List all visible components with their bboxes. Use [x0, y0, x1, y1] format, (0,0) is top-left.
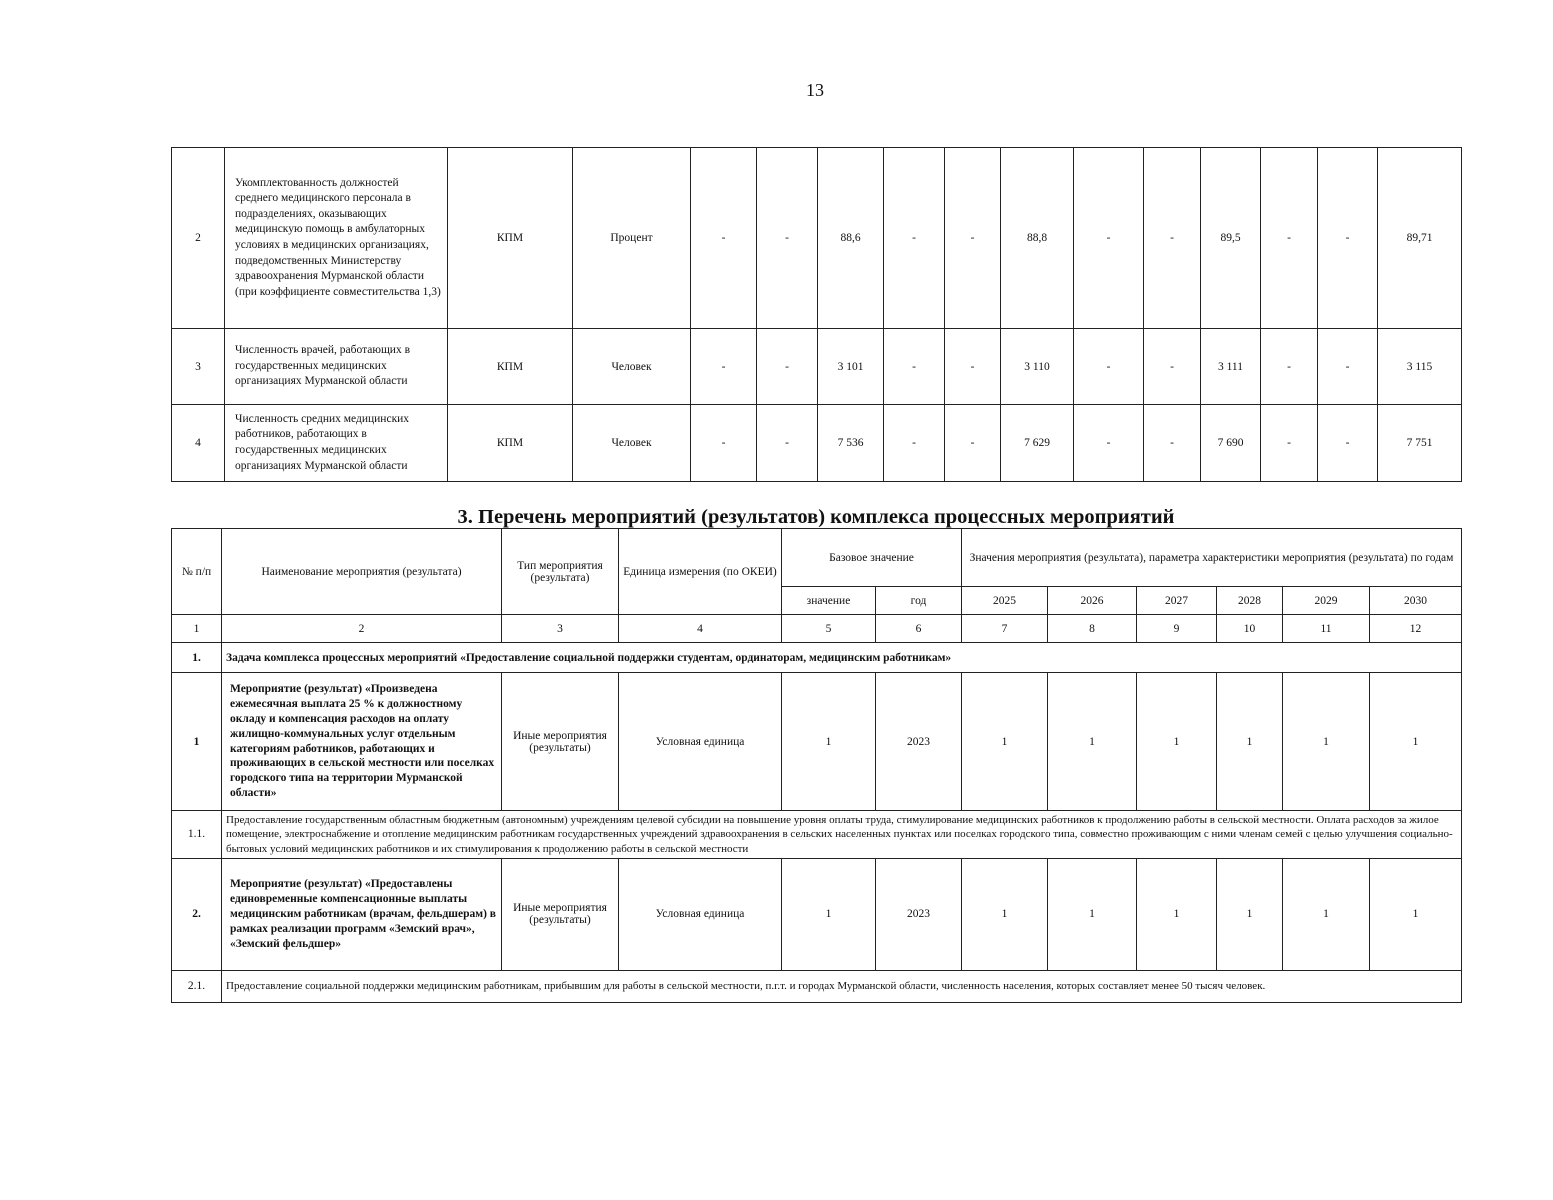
indicator-value: -	[884, 405, 945, 482]
indicator-unit: Человек	[573, 405, 691, 482]
indicator-value: -	[884, 148, 945, 329]
event-year-value: 1	[1217, 673, 1283, 811]
table-row	[172, 148, 1462, 329]
page-number: 13	[806, 80, 824, 100]
event-name: Мероприятие (результат) «Предоставлены единовременные компенсационные выплаты медицинским работникам (врачам, фельдшерам) в рамках реализации программ «Земский врач», «Земский фельдшер»	[222, 858, 502, 970]
event-base-value: 1	[782, 858, 876, 970]
events-table	[171, 528, 1462, 1003]
event-type: Иные мероприятия (результаты)	[502, 673, 619, 811]
indicator-value: 3 101	[818, 329, 884, 405]
indicator-value: -	[945, 329, 1001, 405]
indicator-value: 88,6	[818, 148, 884, 329]
indicator-value: 3 115	[1378, 329, 1462, 405]
row-number: 3	[172, 329, 225, 405]
indicator-value: -	[757, 148, 818, 329]
event-name: Мероприятие (результат) «Произведена ежемесячная выплата 25 % к должностному окладу и компенсация расходов на оплату жилищно-коммунальных услуг отдельным категориям работников, работающих и проживающих в сельской местности или поселках городского типа на территории Мурманской области»	[222, 673, 502, 811]
event-row	[172, 673, 1462, 811]
indicator-value: 3 111	[1201, 329, 1261, 405]
header-type: Тип мероприятия (результата)	[502, 529, 619, 615]
header-base: Базовое значение	[782, 529, 962, 587]
indicator-type: КПМ	[448, 329, 573, 405]
column-number: 4	[619, 615, 782, 643]
header-year: 2030	[1370, 587, 1462, 615]
description-number: 1.1.	[172, 811, 222, 859]
indicator-value: 7 536	[818, 405, 884, 482]
indicator-value: 89,5	[1201, 148, 1261, 329]
event-year-value: 1	[1137, 858, 1217, 970]
event-base-year: 2023	[876, 858, 962, 970]
indicator-value: -	[1074, 405, 1144, 482]
indicator-name: Численность средних медицинских работников, работающих в государственных медицинских организациях Мурманской области	[225, 405, 448, 482]
indicator-value: -	[691, 329, 757, 405]
indicator-value: 89,71	[1378, 148, 1462, 329]
indicator-value: -	[1144, 148, 1201, 329]
column-number: 10	[1217, 615, 1283, 643]
column-number: 8	[1048, 615, 1137, 643]
header-year: 2025	[962, 587, 1048, 615]
event-year-value: 1	[1137, 673, 1217, 811]
indicator-value: 7 629	[1001, 405, 1074, 482]
column-number: 11	[1283, 615, 1370, 643]
indicator-value: -	[757, 405, 818, 482]
event-description-row	[172, 970, 1462, 1002]
indicator-value: 3 110	[1001, 329, 1074, 405]
column-number: 3	[502, 615, 619, 643]
header-num: № п/п	[172, 529, 222, 615]
table-row	[172, 329, 1462, 405]
event-year-value: 1	[962, 858, 1048, 970]
description-number: 2.1.	[172, 970, 222, 1002]
event-year-value: 1	[1048, 673, 1137, 811]
indicator-value: -	[1318, 329, 1378, 405]
column-number: 6	[876, 615, 962, 643]
event-year-value: 1	[1283, 858, 1370, 970]
indicator-name: Укомплектованность должностей среднего медицинского персонала в подразделениях, оказывающих медицинскую помощь в амбулаторных условиях в медицинских организациях, подведомственных Министерству здравоохранения Мурманской области (при коэффициенте совместительства 1,3)	[225, 148, 448, 329]
header-year: 2028	[1217, 587, 1283, 615]
indicator-value: -	[757, 329, 818, 405]
section-title: 3. Перечень мероприятий (результатов) комплекса процессных мероприятий	[457, 506, 1175, 528]
indicators-table-continuation	[171, 147, 1462, 482]
table-row	[172, 405, 1462, 482]
event-description-row	[172, 811, 1462, 859]
event-number: 1	[172, 673, 222, 811]
event-unit: Условная единица	[619, 858, 782, 970]
indicator-value: -	[945, 148, 1001, 329]
header-year: 2029	[1283, 587, 1370, 615]
event-year-value: 1	[962, 673, 1048, 811]
event-year-value: 1	[1217, 858, 1283, 970]
indicator-value: -	[691, 148, 757, 329]
indicator-value: -	[1074, 329, 1144, 405]
task-row	[172, 643, 1462, 673]
indicator-value: -	[1261, 329, 1318, 405]
event-year-value: 1	[1370, 858, 1462, 970]
event-year-value: 1	[1283, 673, 1370, 811]
indicator-value: -	[945, 405, 1001, 482]
event-row	[172, 858, 1462, 970]
indicator-value: -	[1144, 329, 1201, 405]
event-year-value: 1	[1048, 858, 1137, 970]
description-text: Предоставление государственным областным бюджетным (автономным) учреждениям целевой субсидии на повышение уровня оплаты труда, стимулирование медицинских работников к продолжению работы в сельской местности. Оплата расходов за жилое помещение, электроснабжение и отопление медицинским работникам государственных учреждений здравоохранения в сельских населенных пунктах или поселках городского типа, совместно проживающим с ними членам семей с целью улучшения социально-бытовых условий медицинских работников и их стимулирования к продолжению работы в сельской местности	[222, 811, 1462, 859]
column-number: 7	[962, 615, 1048, 643]
indicator-value: 88,8	[1001, 148, 1074, 329]
event-unit: Условная единица	[619, 673, 782, 811]
column-number: 1	[172, 615, 222, 643]
indicator-value: 7 690	[1201, 405, 1261, 482]
indicator-value: 7 751	[1378, 405, 1462, 482]
indicator-value: -	[1261, 405, 1318, 482]
indicator-name: Численность врачей, работающих в государственных медицинских организациях Мурманской области	[225, 329, 448, 405]
column-number: 2	[222, 615, 502, 643]
event-base-value: 1	[782, 673, 876, 811]
event-type: Иные мероприятия (результаты)	[502, 858, 619, 970]
header-years-group: Значения мероприятия (результата), параметра характеристики мероприятия (результата) по годам	[962, 529, 1462, 587]
indicator-unit: Процент	[573, 148, 691, 329]
header-base-year: год	[876, 587, 962, 615]
row-number: 2	[172, 148, 225, 329]
indicator-value: -	[1074, 148, 1144, 329]
event-year-value: 1	[1370, 673, 1462, 811]
indicator-type: КПМ	[448, 405, 573, 482]
description-text: Предоставление социальной поддержки медицинским работникам, прибывшим для работы в сельской местности, п.г.т. и городах Мурманской области, численность населения, которых составляет менее 50 тысяч человек.	[222, 970, 1462, 1002]
indicator-value: -	[691, 405, 757, 482]
indicator-unit: Человек	[573, 329, 691, 405]
header-base-value: значение	[782, 587, 876, 615]
column-number: 12	[1370, 615, 1462, 643]
indicator-value: -	[1261, 148, 1318, 329]
header-year: 2026	[1048, 587, 1137, 615]
event-base-year: 2023	[876, 673, 962, 811]
task-text: Задача комплекса процессных мероприятий «Предоставление социальной поддержки студентам, ординаторам, медицинским работникам»	[222, 643, 1462, 673]
header-name: Наименование мероприятия (результата)	[222, 529, 502, 615]
indicator-value: -	[1144, 405, 1201, 482]
event-number: 2.	[172, 858, 222, 970]
task-number: 1.	[172, 643, 222, 673]
indicator-value: -	[1318, 405, 1378, 482]
indicator-value: -	[1318, 148, 1378, 329]
column-number: 9	[1137, 615, 1217, 643]
header-unit: Единица измерения (по ОКЕИ)	[619, 529, 782, 615]
row-number: 4	[172, 405, 225, 482]
indicator-value: -	[884, 329, 945, 405]
header-year: 2027	[1137, 587, 1217, 615]
indicator-type: КПМ	[448, 148, 573, 329]
column-number: 5	[782, 615, 876, 643]
